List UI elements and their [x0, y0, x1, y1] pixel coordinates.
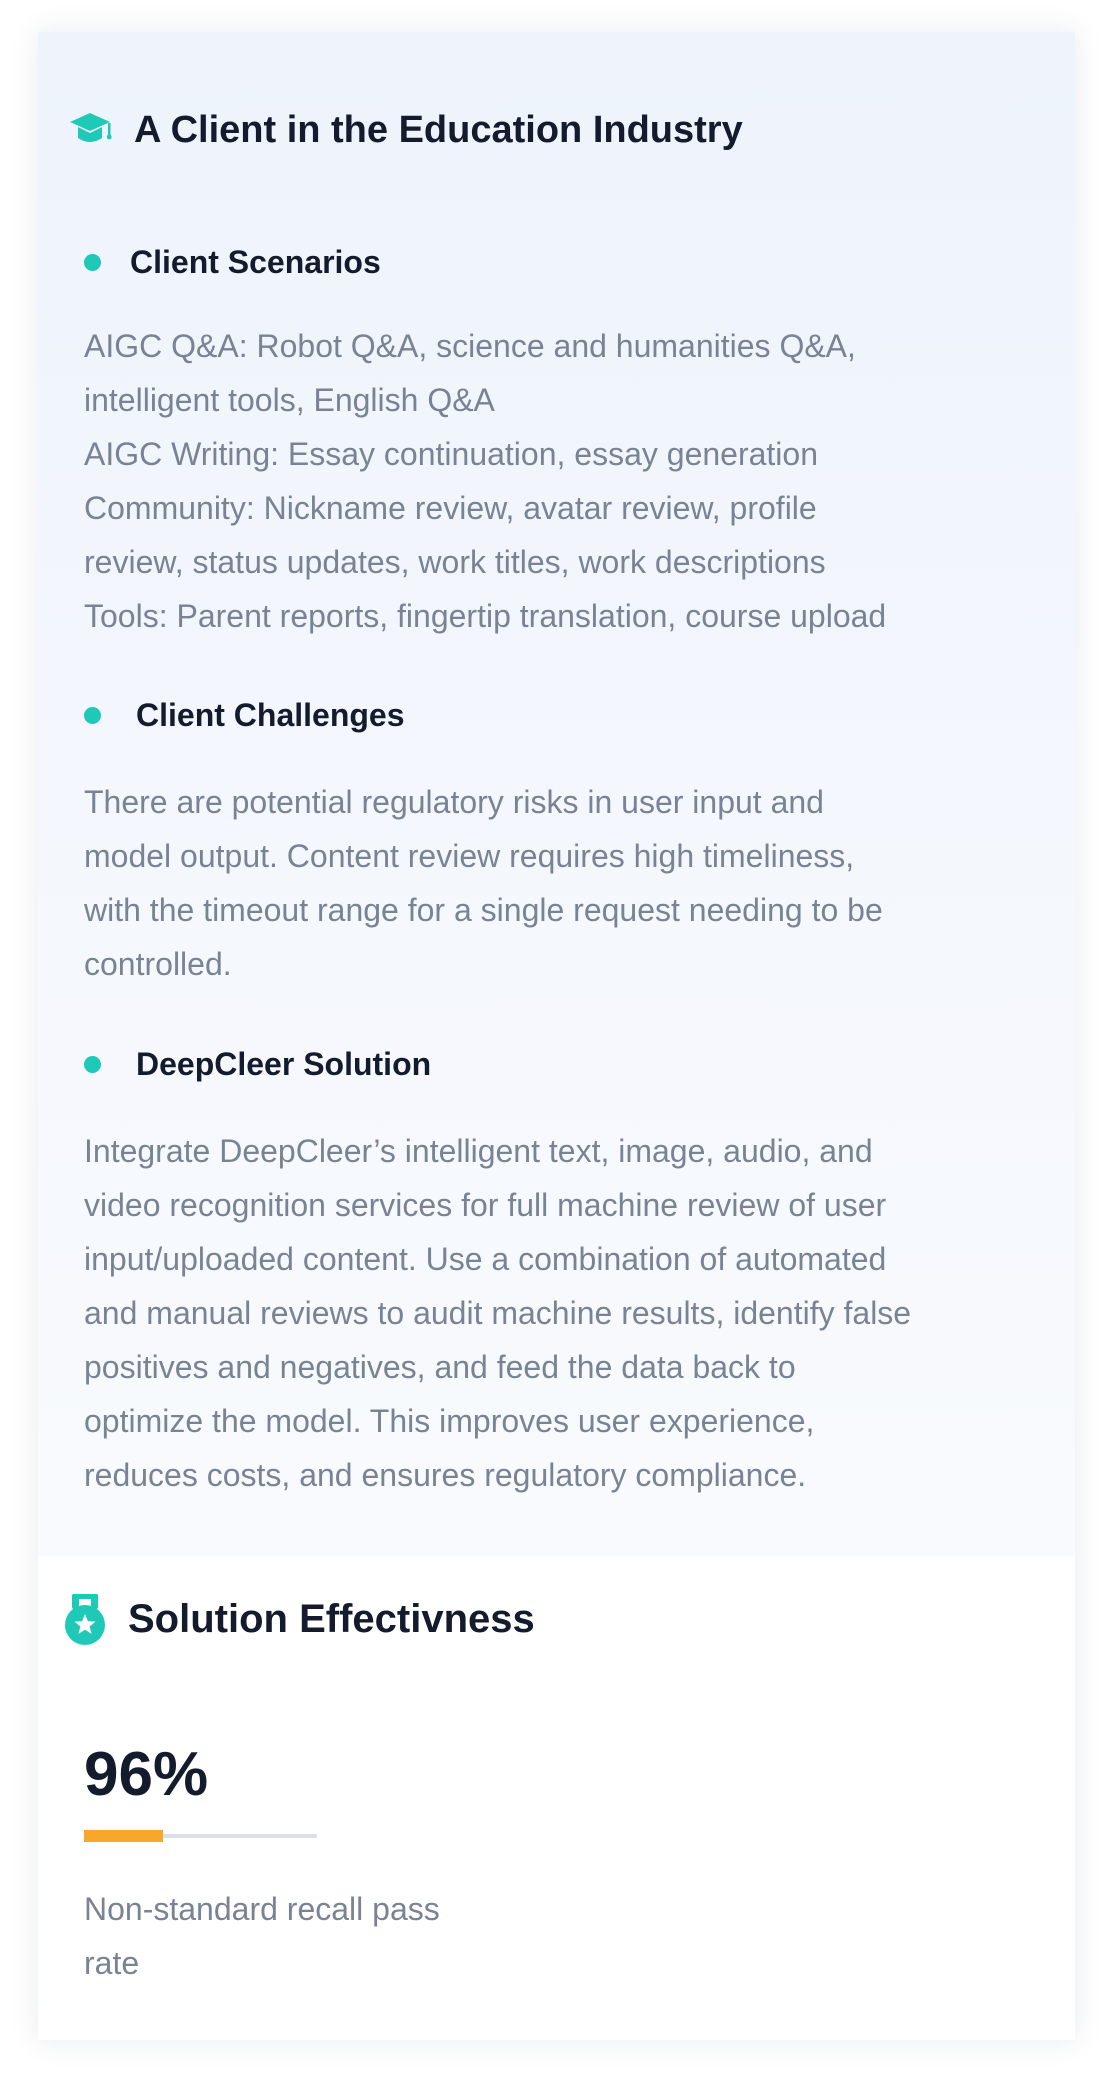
- text-line: AIGC Writing: Essay continuation, essay generation: [84, 436, 818, 472]
- metric-progress-fill: [84, 1830, 163, 1842]
- text-line: positives and negatives, and feed the data back to: [84, 1349, 796, 1385]
- effectiveness-title: Solution Effectivness: [128, 1596, 535, 1641]
- text-line: input/uploaded content. Use a combination of automated: [84, 1241, 887, 1277]
- text-line: reduces costs, and ensures regulatory compliance.: [84, 1457, 807, 1493]
- bullet-icon: [84, 707, 101, 724]
- metric-label-line: Non-standard recall pass: [84, 1891, 440, 1927]
- metric-progress-bar: [84, 1834, 317, 1838]
- effectiveness-title-row: [62, 1590, 535, 1648]
- text-line: optimize the model. This improves user experience,: [84, 1403, 815, 1439]
- client-challenges-heading-row: [84, 695, 405, 735]
- text-line: Tools: Parent reports, fingertip translation, course upload: [84, 598, 887, 634]
- text-line: intelligent tools, English Q&A: [84, 382, 495, 418]
- solution-heading-row: [84, 1044, 431, 1084]
- graduation-cap-icon: [68, 110, 114, 150]
- client-challenges-text: [84, 775, 1064, 991]
- client-challenges-heading: Client Challenges: [136, 696, 405, 733]
- case-study-card: [38, 32, 1075, 2040]
- text-line: video recognition services for full machine review of user: [84, 1187, 887, 1223]
- text-line: and manual reviews to audit machine results, identify false: [84, 1295, 912, 1331]
- metric-label: [84, 1882, 524, 1990]
- client-scenarios-heading-row: [84, 242, 381, 282]
- text-line: Community: Nickname review, avatar review, profile: [84, 490, 817, 526]
- bullet-icon: [84, 254, 101, 271]
- text-line: Integrate DeepCleer’s intelligent text, image, audio, and: [84, 1133, 873, 1169]
- metric-value: 96%: [84, 1740, 209, 1809]
- solution-heading: DeepCleer Solution: [136, 1045, 432, 1082]
- text-line: model output. Content review requires high timeliness,: [84, 838, 855, 874]
- text-line: AIGC Q&A: Robot Q&A, science and humanities Q&A,: [84, 328, 856, 364]
- case-title: A Client in the Education Industry: [134, 108, 743, 151]
- medal-star-icon: [62, 1592, 108, 1646]
- text-line: review, status updates, work titles, work descriptions: [84, 544, 826, 580]
- client-scenarios-text: [84, 319, 1064, 643]
- text-line: There are potential regulatory risks in user input and: [84, 784, 824, 820]
- client-scenarios-heading: Client Scenarios: [130, 243, 381, 280]
- text-line: controlled.: [84, 946, 232, 982]
- solution-text: [84, 1124, 1064, 1502]
- client-case-section: [38, 32, 1075, 1556]
- text-line: with the timeout range for a single request needing to be: [84, 892, 883, 928]
- case-title-row: [68, 104, 743, 156]
- metric-label-line: rate: [84, 1945, 140, 1981]
- bullet-icon: [84, 1056, 101, 1073]
